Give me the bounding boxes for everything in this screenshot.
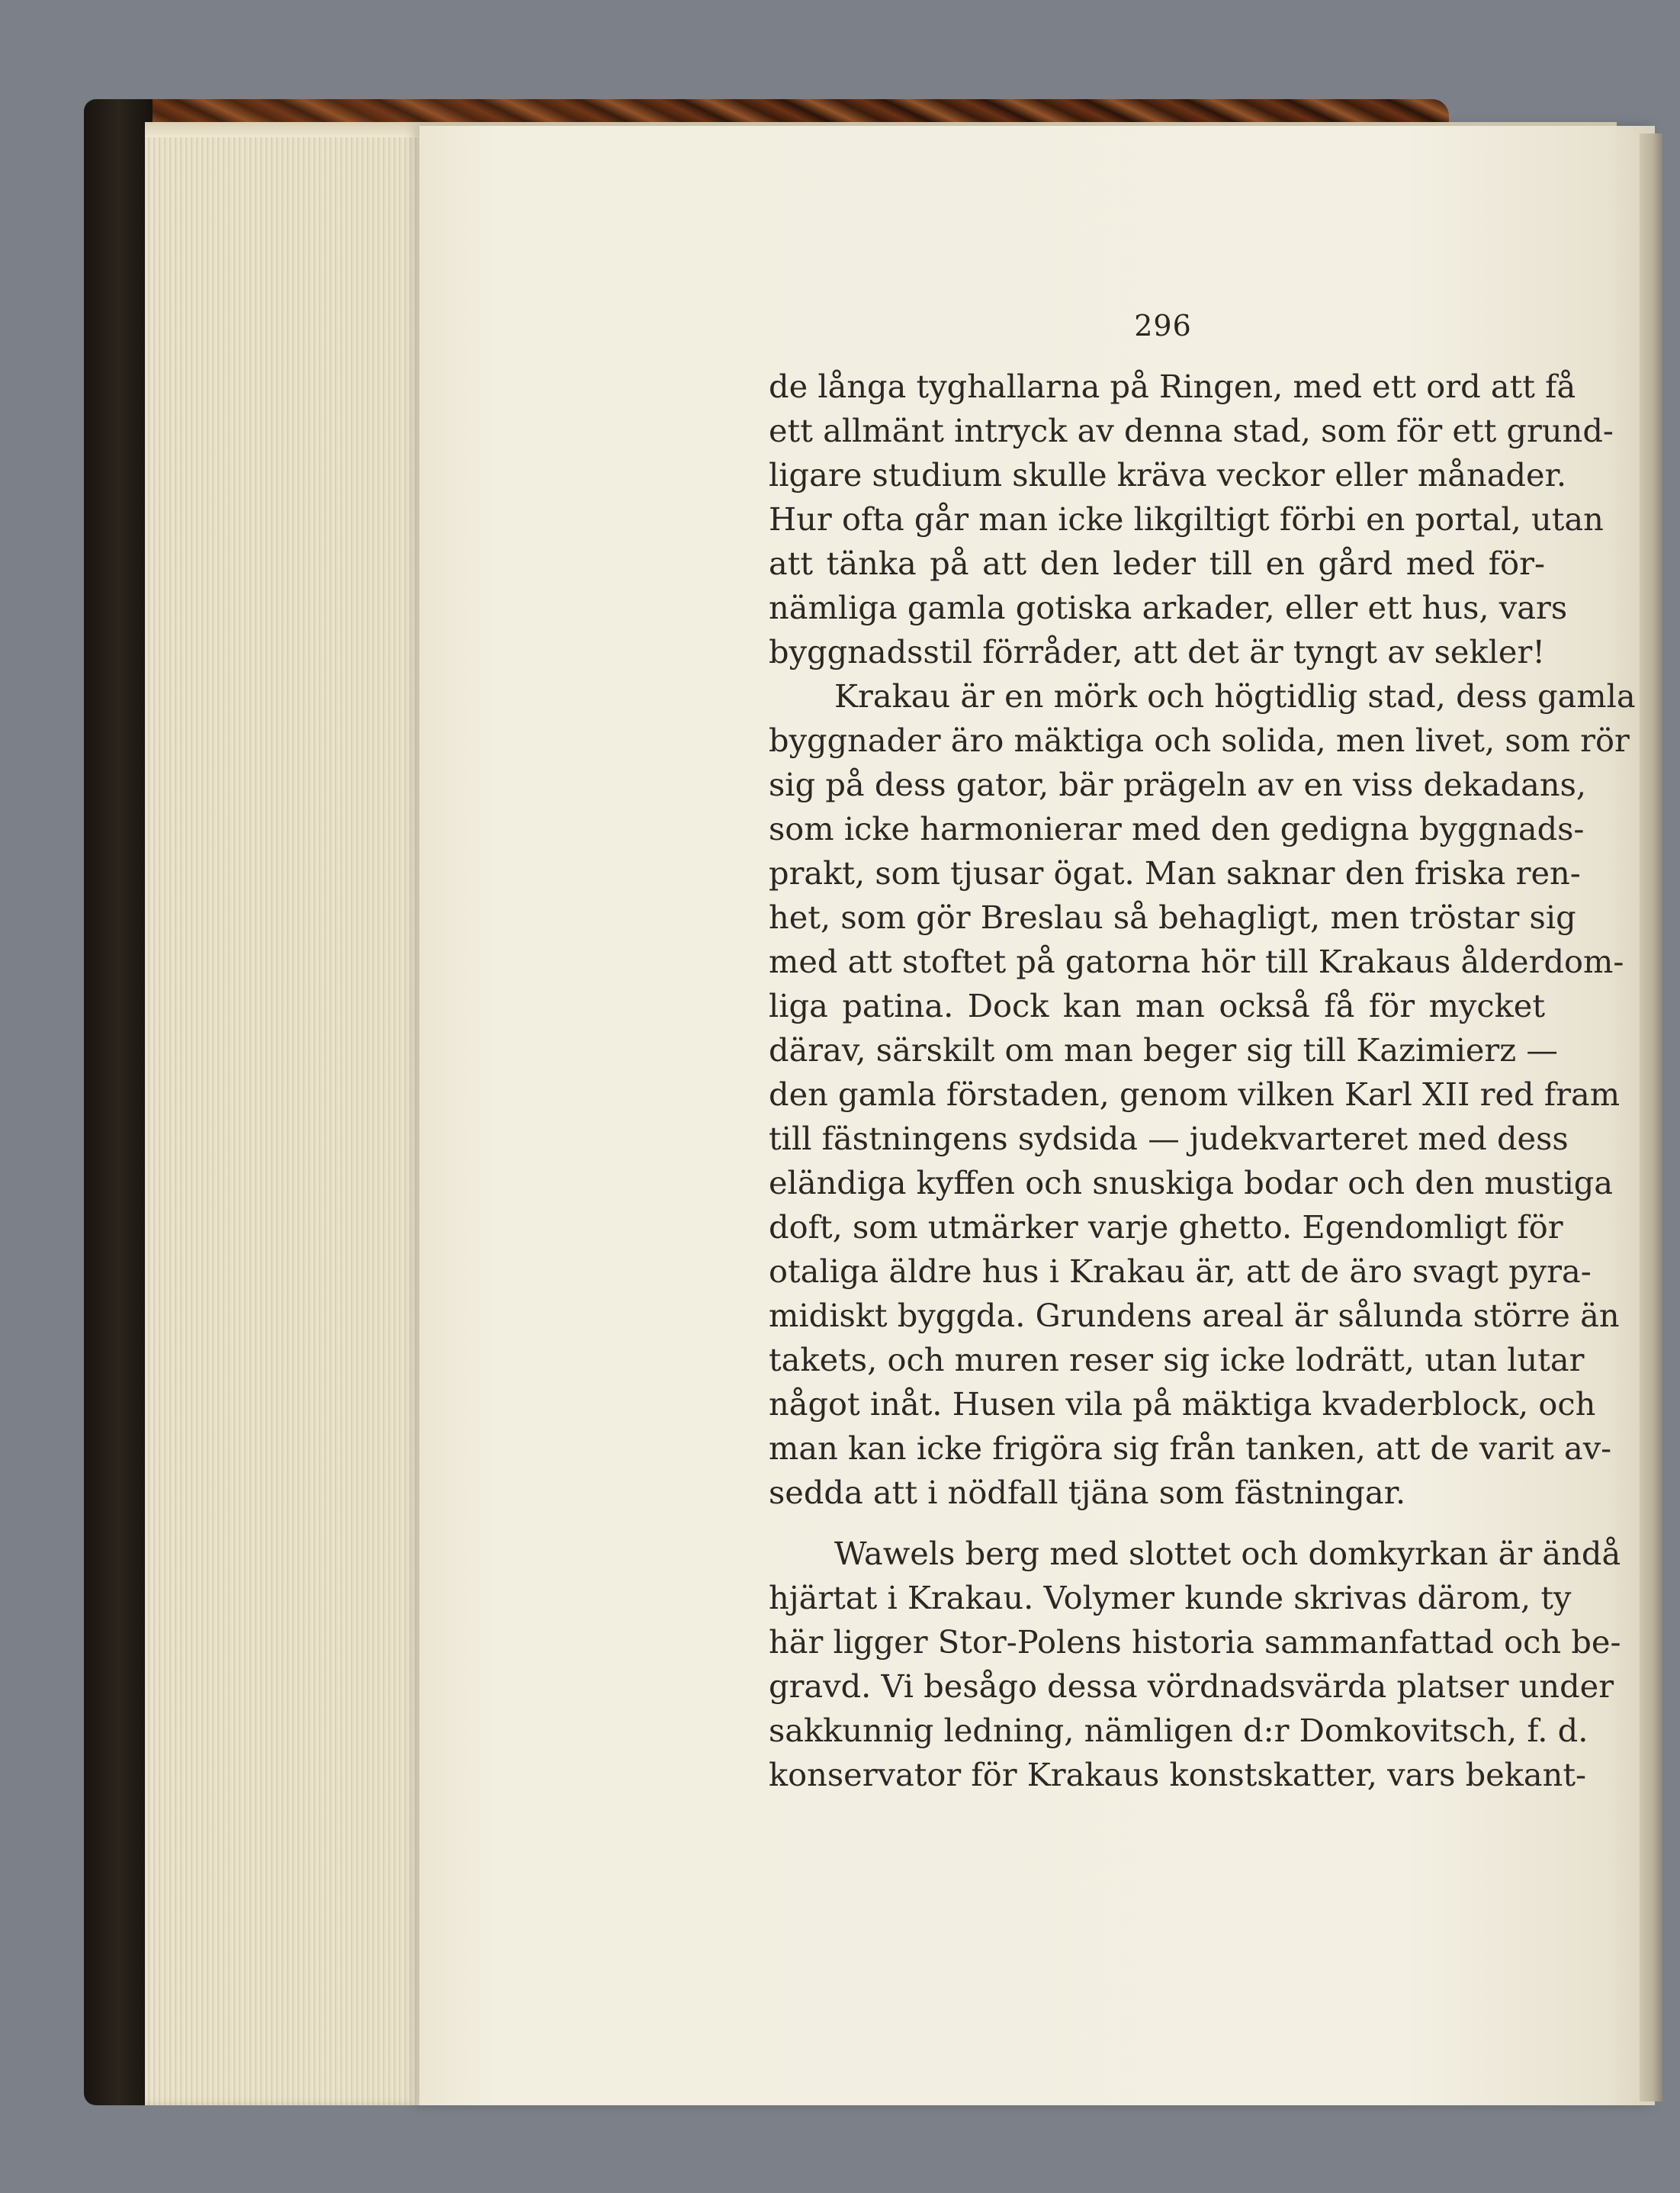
text-line: ett allmänt intryck av denna stad, som för ett grund- — [769, 412, 1614, 449]
text-line: Hur ofta går man icke likgiltigt förbi en portal, utan — [769, 500, 1604, 538]
text-line: otaliga äldre hus i Krakau är, att de äro svagt pyra- — [769, 1252, 1592, 1290]
text-line: het, som gör Breslau så behagligt, men tröstar sig — [769, 899, 1576, 936]
page-block-edges — [145, 122, 435, 2105]
book-spine — [84, 99, 153, 2105]
text-line: nämliga gamla gotiska arkader, eller ett hus, vars — [769, 589, 1568, 626]
text-line: till fästningens sydsida — judekvarteret med dess — [769, 1120, 1569, 1157]
text-line: sakkunnig ledning, nämligen d:r Domkovitsch, f. d. — [769, 1712, 1588, 1749]
text-line: Wawels berg med slottet och domkyrkan är ändå — [834, 1535, 1621, 1572]
text-line: som icke harmonierar med den gedigna byggnads- — [769, 810, 1585, 847]
text-line: gravd. Vi besågo dessa vördnadsvärda platser under — [769, 1667, 1614, 1705]
text-line: eländiga kyffen och snuskiga bodar och den mustiga — [769, 1164, 1614, 1201]
text-line: sedda att i nödfall tjäna som fästningar. — [769, 1474, 1406, 1511]
text-line: de långa tyghallarna på Ringen, med ett ord att få — [769, 368, 1576, 405]
text-line: konservator för Krakaus konstskatter, vars bekant- — [769, 1756, 1587, 1793]
page-number: 296 — [1134, 309, 1192, 342]
text-line: något inåt. Husen vila på mäktiga kvaderblock, och — [769, 1385, 1596, 1423]
text-line: här ligger Stor-Polens historia sammanfattad och be- — [769, 1623, 1621, 1661]
text-line: med att stoftet på gatorna hör till Krakaus ålderdom- — [769, 943, 1624, 980]
text-line: man kan icke frigöra sig från tanken, att de varit av- — [769, 1429, 1612, 1467]
text-line: sig på dess gator, bär prägeln av en viss dekadans, — [769, 766, 1587, 803]
body-text — [769, 365, 1636, 1797]
text-line: ligare studium skulle kräva veckor eller månader. — [769, 456, 1567, 494]
text-line: takets, och muren reser sig icke lodrätt, utan lutar — [769, 1341, 1585, 1378]
text-line: hjärtat i Krakau. Volymer kunde skrivas därom, ty — [769, 1579, 1572, 1616]
text-line: därav, särskilt om man beger sig till Kazimierz — — [769, 1031, 1558, 1069]
text-line: byggnadsstil förråder, att det är tyngt av sekler! — [769, 633, 1545, 670]
paragraph-gap — [769, 1515, 1545, 1532]
text-line: den gamla förstaden, genom vilken Karl XII red fram — [769, 1076, 1621, 1113]
text-line: prakt, som tjusar ögat. Man saknar den friska ren- — [769, 854, 1581, 892]
text-line: byggnader äro mäktiga och solida, men livet, som rör — [769, 722, 1630, 759]
text-line: att tänka på att den leder till en gård med för- — [769, 545, 1545, 582]
text-line: doft, som utmärker varje ghetto. Egendomligt för — [769, 1208, 1563, 1246]
text-line: liga patina. Dock kan man också få för mycket — [769, 987, 1545, 1024]
text-line: midiskt byggda. Grundens areal är sålunda större än — [769, 1297, 1620, 1334]
page-gutter — [1640, 133, 1662, 2101]
text-line: Krakau är en mörk och högtidlig stad, dess gamla — [834, 677, 1636, 715]
